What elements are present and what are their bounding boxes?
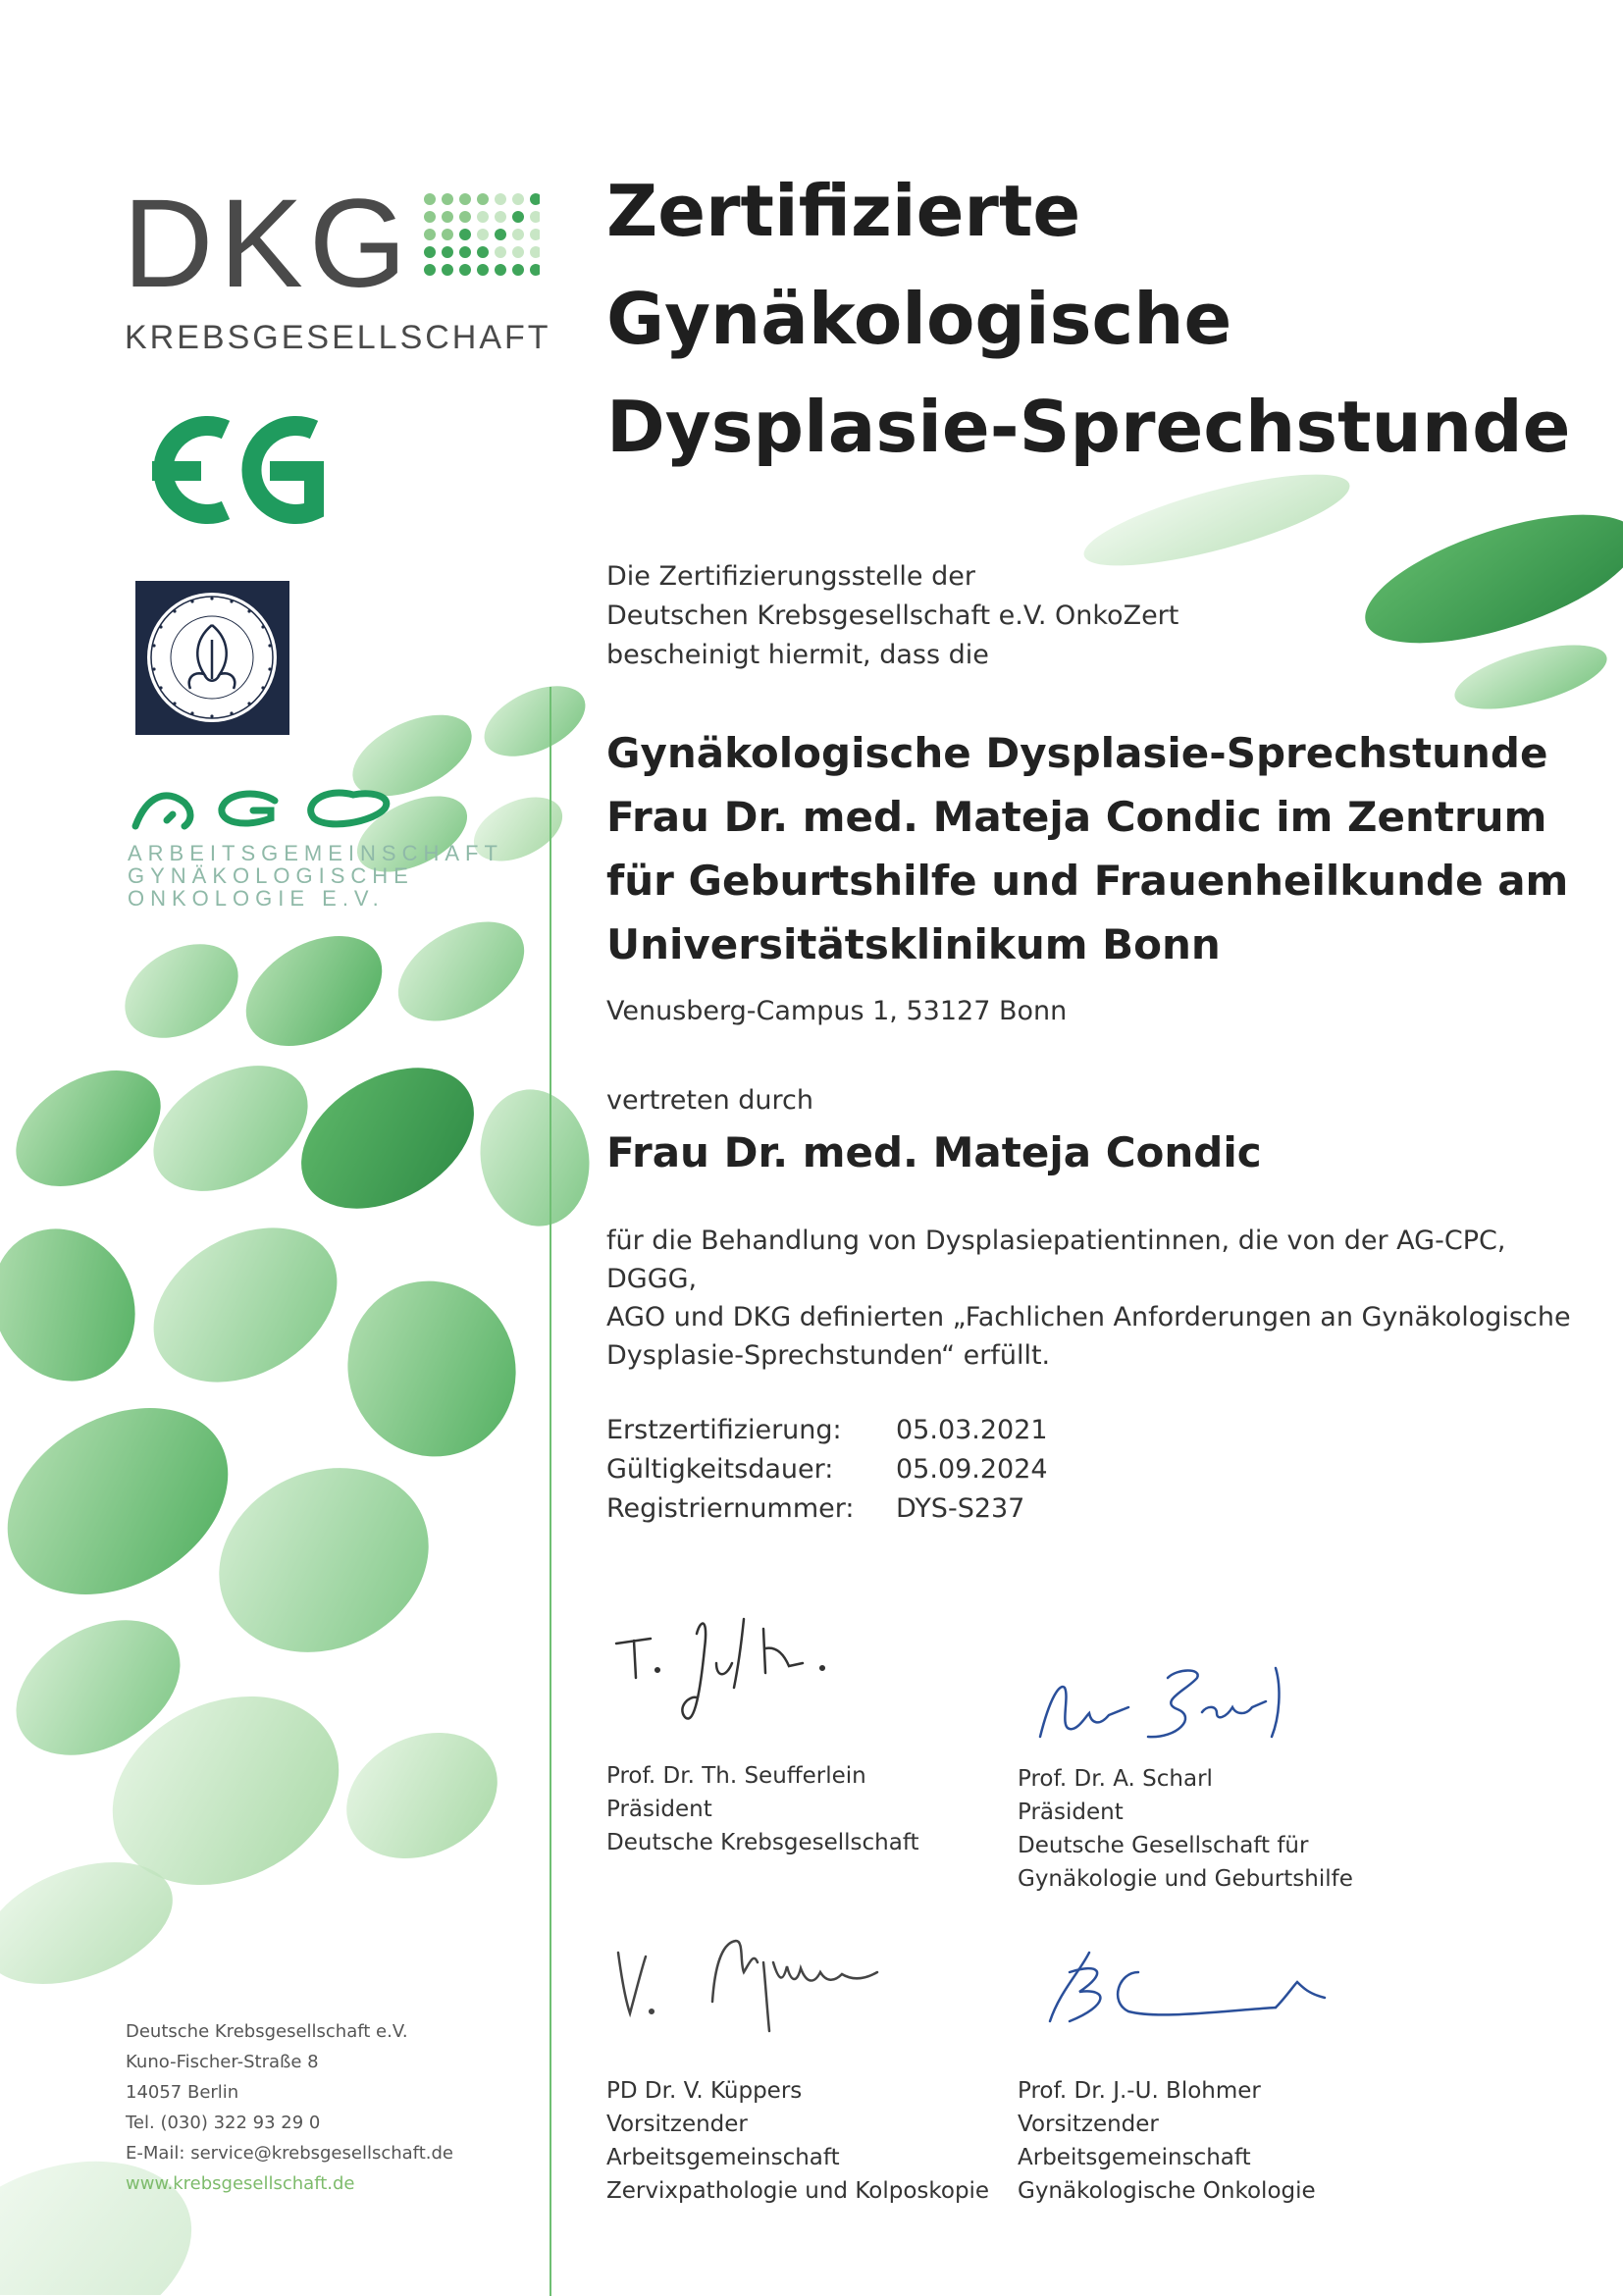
ago-logo <box>128 775 503 922</box>
signatory-organization: Deutsche Krebsgesellschaft <box>606 1830 919 1855</box>
dkg-dot-grid-icon <box>422 191 540 299</box>
footer-website: www.krebsgesellschaft.de <box>126 2173 355 2194</box>
footer-phone: Tel. (030) 322 93 29 0 <box>126 2113 321 2133</box>
signatory-role: Vorsitzender <box>1018 2112 1159 2137</box>
signature-blohmer <box>1040 1943 1354 2041</box>
signatory-organization: Arbeitsgemeinschaft <box>606 2145 840 2170</box>
detail-label: Erstzertifizierung: <box>606 1415 842 1445</box>
clinic-name: Gynäkologische Dysplasie-Sprechstunde Frau Dr. med. Mateja Condic im Zentrum für Geburtshilfe und Frauenheilkunde am Universitätsklinikum Bonn <box>606 729 1569 968</box>
seal-emblem-icon <box>135 581 289 735</box>
ago-logo-mark-icon <box>128 775 402 834</box>
signatory-scharl <box>1018 1762 1353 1896</box>
signatory-role: Präsident <box>606 1797 712 1822</box>
signatory-role: Vorsitzender <box>606 2112 748 2137</box>
signatory-organization-line2: Gynäkologie und Geburtshilfe <box>1018 1866 1353 1892</box>
dkg-logo-letters: DKG <box>123 174 413 314</box>
signatory-kueppers <box>606 2074 989 2208</box>
signatory-name: Prof. Dr. J.-U. Blohmer <box>1018 2078 1261 2104</box>
signatory-blohmer <box>1018 2074 1316 2208</box>
detail-row-registration-number <box>606 1489 1048 1529</box>
signatory-organization-line2: Gynäkologische Onkologie <box>1018 2178 1316 2204</box>
clinic-address: Venusberg-Campus 1, 53127 Bonn <box>606 996 1068 1026</box>
footer-city: 14057 Berlin <box>126 2082 239 2103</box>
signatory-name: Prof. Dr. A. Scharl <box>1018 1766 1213 1792</box>
signature-scharl <box>1030 1658 1325 1756</box>
detail-label: Gültigkeitsdauer: <box>606 1454 834 1485</box>
footer-org: Deutsche Krebsgesellschaft e.V. <box>126 2021 408 2042</box>
signatory-name: Prof. Dr. Th. Seufferlein <box>606 1763 866 1789</box>
certificate-title: Zertifizierte Gynäkologische Dysplasie-Sprechstunde <box>606 170 1571 468</box>
dkg-logo-subtitle: KREBSGESELLSCHAFT <box>125 319 551 356</box>
footer-street: Kuno-Fischer-Straße 8 <box>126 2052 319 2072</box>
signatory-role: Präsident <box>1018 1800 1124 1825</box>
signature-kueppers <box>606 1923 960 2051</box>
ag-cpc-seal-logo <box>135 581 289 735</box>
signatory-organization: Deutsche Gesellschaft für <box>1018 1833 1309 1858</box>
detail-value: DYS-S237 <box>896 1493 1025 1524</box>
footer-email: E-Mail: service@krebsgesellschaft.de <box>126 2143 453 2164</box>
signatory-organization: Arbeitsgemeinschaft <box>1018 2145 1251 2170</box>
signature-seufferlein <box>606 1609 842 1737</box>
detail-row-initial-certification <box>606 1411 1048 1450</box>
dggg-logo-icon <box>132 400 329 538</box>
dkg-logo <box>123 174 554 368</box>
detail-value: 05.03.2021 <box>896 1415 1048 1445</box>
represented-by-label: vertreten durch <box>606 1085 814 1116</box>
signatory-organization-line2: Zervixpathologie und Kolposkopie <box>606 2178 990 2204</box>
signatory-seufferlein <box>606 1759 919 1859</box>
intro-text: Die Zertifizierungsstelle der Deutschen Krebsgesellschaft e.V. OnkoZert bescheinigt hiermit, dass die <box>606 561 1179 670</box>
footer-contact <box>126 2016 453 2199</box>
certification-details <box>606 1411 1048 1529</box>
vertical-divider <box>550 687 551 2296</box>
signatory-name: PD Dr. V. Küppers <box>606 2078 803 2104</box>
detail-value: 05.09.2024 <box>896 1454 1048 1485</box>
detail-label: Registriernummer: <box>606 1493 855 1524</box>
representative-name: Frau Dr. med. Mateja Condic <box>606 1128 1262 1176</box>
detail-row-validity <box>606 1450 1048 1489</box>
ago-logo-subtitle: ARBEITSGEMEINSCHAFT GYNÄKOLOGISCHE ONKOLOGIE E.V. <box>128 841 503 911</box>
certification-description: für die Behandlung von Dysplasiepatientinnen, die von der AG-CPC, DGGG, AGO und DKG definierten „Fachlichen Anforderungen an Gynäkologische Dysplasie-Sprechstunden“ erfüllt. <box>606 1226 1571 1371</box>
